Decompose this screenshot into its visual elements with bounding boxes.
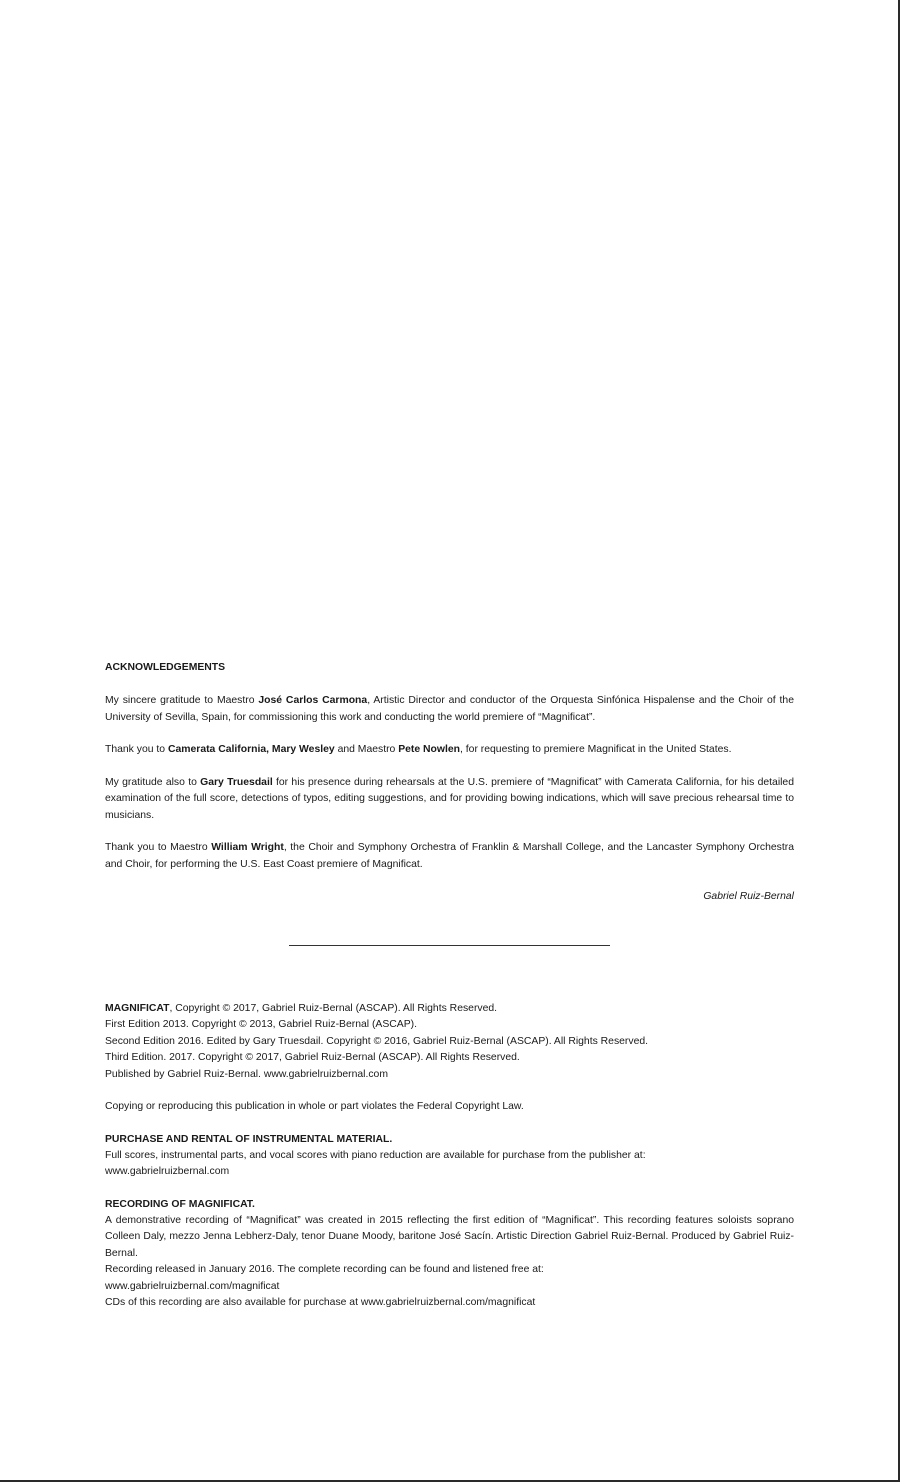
text-run: My gratitude also to bbox=[105, 776, 201, 788]
text-run: Thank you to Maestro bbox=[105, 842, 212, 853]
name-bold: William Wright bbox=[211, 842, 284, 853]
copyright-line-2: First Edition 2013. Copyright © 2013, Gabriel Ruiz-Bernal (ASCAP). bbox=[105, 1019, 418, 1030]
acknowledgement-paragraph-4 bbox=[105, 840, 794, 873]
purchase-heading: PURCHASE AND RENTAL OF INSTRUMENTAL MATERIAL. bbox=[105, 1133, 393, 1145]
acknowledgement-paragraph-3 bbox=[105, 775, 794, 825]
name-bold: Pete Nowlen bbox=[398, 744, 460, 755]
copyright-line-5: Published by Gabriel Ruiz-Bernal. www.gabrielruizbernal.com bbox=[105, 1068, 388, 1080]
recording-section bbox=[105, 1197, 794, 1312]
name-bold: Gary Truesdail bbox=[200, 776, 273, 788]
spacer bbox=[105, 1083, 794, 1099]
text-run: for his presence during rehearsals at the U.S. premiere of “Magnificat” with Camerata California, for his detailed examination of the full score, detections of typos, editing suggestions, and for providing bowing indications, which will save precious rehearsal time to musicians. bbox=[105, 776, 794, 821]
copyright-line-1 bbox=[105, 1001, 794, 1018]
recording-line-3: www.gabrielruizbernal.com/magnificat bbox=[105, 1280, 280, 1292]
divider-line bbox=[289, 945, 610, 946]
name-bold: Camerata California, Mary Wesley bbox=[167, 744, 335, 755]
text-run: , the Choir and Symphony Orchestra of Franklin & Marshall College, and the Lancaster Symphony Orchestra and Choir, for performing the U.S. East Coast premiere of Magnificat. bbox=[105, 842, 794, 870]
signature: Gabriel Ruiz-Bernal bbox=[703, 891, 794, 902]
recording-line-4: CDs of this recording are also available for purchase at www.gabrielruizbernal.com/magnificat bbox=[105, 1297, 536, 1308]
recording-heading: RECORDING OF MAGNIFICAT. bbox=[105, 1198, 255, 1210]
text-run: , Artistic Director and conductor of the Orquesta Sinfónica Hispalense and the Choir of the University of Sevilla, Spain, for commissioning this work and conducting the world premiere of “Magnificat”. bbox=[105, 695, 794, 723]
copyright-notice: Copying or reproducing this publication in whole or part violates the Federal Copyright Law. bbox=[105, 1101, 524, 1112]
recording-line-2: Recording released in January 2016. The complete recording can be found and listened free at: bbox=[105, 1264, 544, 1275]
acknowledgement-paragraph-1 bbox=[105, 693, 794, 726]
purchase-line-2: www.gabrielruizbernal.com bbox=[105, 1166, 230, 1177]
text-run: , Copyright © 2017, Gabriel Ruiz-Bernal (ASCAP). All Rights Reserved. bbox=[169, 1002, 498, 1014]
copyright-line-4: Third Edition. 2017. Copyright © 2017, Gabriel Ruiz-Bernal (ASCAP). All Rights Reserved. bbox=[105, 1052, 520, 1063]
text-run: , for requesting to premiere Magnificat in the United States. bbox=[460, 744, 732, 755]
name-bold: José Carlos Carmona bbox=[258, 695, 368, 706]
acknowledgement-paragraph-2 bbox=[105, 742, 794, 759]
text-run: and Maestro bbox=[334, 744, 399, 755]
copyright-line-3: Second Edition 2016. Edited by Gary Truesdail. Copyright © 2016, Gabriel Ruiz-Bernal (ASCAP). All Rights Reserved. bbox=[105, 1035, 649, 1047]
recording-paragraph: A demonstrative recording of “Magnificat” was created in 2015 reflecting the first edition of “Magnificat”. This recording features soloists soprano Colleen Daly, mezzo Jenna Lebherz-Daly, tenor Duane Moody, baritone José Sacín. Artistic Direction Gabriel Ruiz-Bernal. Produced by Gabriel Ruiz-Bernal. bbox=[105, 1214, 794, 1259]
purchase-line-1: Full scores, instrumental parts, and vocal scores with piano reduction are available for purchase from the publisher at: bbox=[105, 1149, 646, 1161]
work-title: MAGNIFICAT bbox=[105, 1002, 170, 1014]
text-run: Thank you to bbox=[105, 744, 168, 755]
purchase-section bbox=[105, 1132, 794, 1181]
acknowledgements-section bbox=[105, 660, 794, 906]
text-run: My sincere gratitude to Maestro bbox=[105, 695, 259, 706]
document-content bbox=[105, 660, 794, 1312]
acknowledgements-heading: ACKNOWLEDGEMENTS bbox=[105, 662, 226, 673]
copyright-section bbox=[105, 1001, 794, 1116]
